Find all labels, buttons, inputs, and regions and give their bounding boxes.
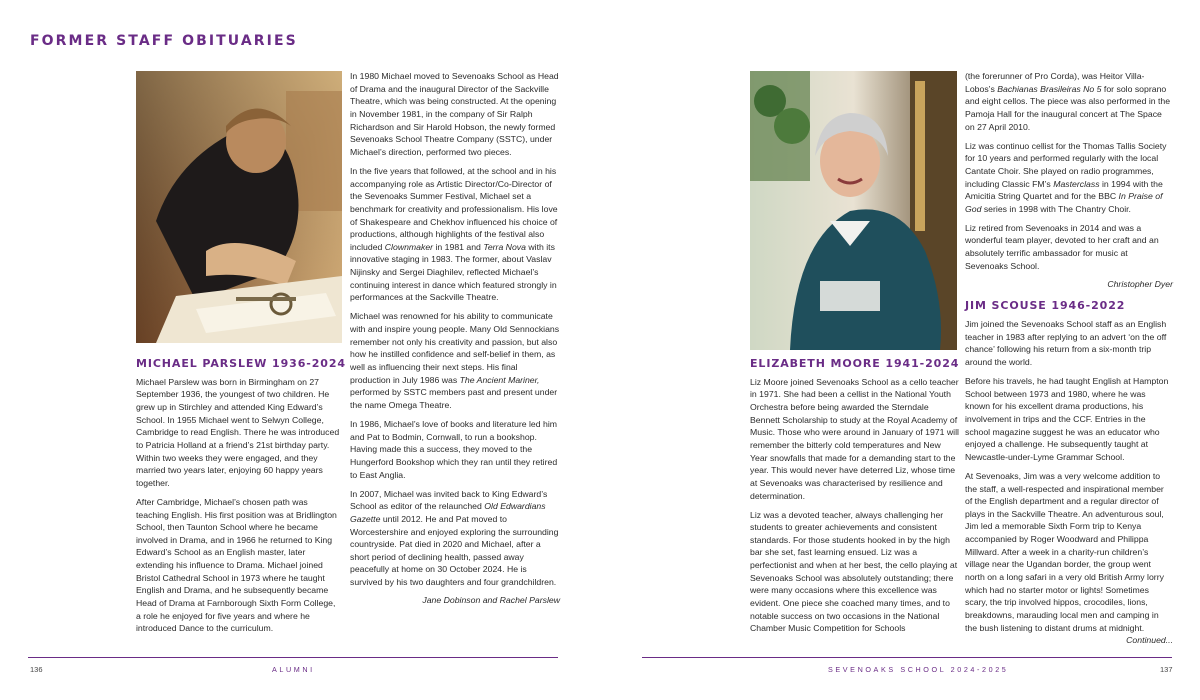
column-michael-left: [136, 357, 346, 641]
paragraph: In the five years that followed, at the school and in his accompanying role as Artistic Director/Co-Director of the Sevenoaks Summer Festival, Michael set a benchmark for creativity and professionalism. His love of Shakespeare and Chekhov influenced his choice of productions, although highlights of the festival also included Clownmaker in 1981 and Terra Nova with its innovative staging in 1983. The former, about Vaslav Nijinsky and Sergei Diaghilev, reflected Michael’s continuing interest in dance which featured strongly in performances at the Sackville Theatre.: [350, 165, 558, 303]
heading-michael-parslew: MICHAEL PARSLEW 1936-2024: [136, 357, 346, 370]
continued-note: Continued...: [1126, 635, 1173, 646]
section-title: FORMER STAFF OBITUARIES: [30, 33, 298, 49]
paragraph: In 2007, Michael was invited back to King Edward’s School as editor of the relaunched Old Edwardians Gazette until 2012. He and Pat moved to Worcestershire and enjoyed exploring the surrounding countryside. Pat died in 2020 and Michael, after a short period of declining health, passed away peacefully at home on 30 October 2024. He is survived by his two daughters and four grandchildren.: [350, 488, 559, 588]
paragraph: Liz retired from Sevenoaks in 2014 and was a wonderful team player, devoted to her craft and an absolutely terrific ambassador for music at Sevenoaks School.: [965, 222, 1159, 271]
footer-label-right: SEVENOAKS SCHOOL 2024-2025: [828, 665, 1009, 674]
paragraph: Liz was continuo cellist for the Thomas Tallis Society for 10 years and performed regularly with the local Cantate Choir. She played on radio programmes, including Classic FM’s Masterclass in 1994 with the Amicitia String Quartet and for the BBC In Praise of God series in 1998 with The Chantry Choir.: [965, 140, 1167, 214]
paragraph: Liz was a devoted teacher, always challenging her students to greater achievements and consistent standards. For those students hooked in by the high bar she set, fast learning ensued. Liz was a perfectionist and when at her best, the cello playing at Sevenoaks School was absolutely outstanding; there were many occasions where this excellence was evident. One piece she coached many times, and to notable success on two occasions in the National Chamber Music Competition for Schools: [750, 509, 958, 634]
photo-elizabeth-moore: [750, 71, 957, 350]
paragraph: (the forerunner of Pro Corda), was Heitor Villa-Lobos’s Bachianas Brasileiras No 5 for solo soprano and eight cellos. The piece was also performed in the Pamoja Hall for the inaugural concert at The Space on 27 April 2010.: [965, 71, 1171, 132]
paragraph: In 1980 Michael moved to Sevenoaks School as Head of Drama and the inaugural Director of the Sackville Theatre, which was being constructed. At the opening in November 1981, in the company of Sir Ralph Richardson and Sir Harold Hobson, the newly formed Sevenoaks School Theatre Company (SSTC), under Michael’s direction, performed two pieces.: [350, 71, 559, 157]
page-number-left: 136: [30, 665, 43, 674]
page-number-right: 137: [1160, 665, 1173, 674]
footer-rule-right: [642, 657, 1172, 658]
footer-rule-left: [28, 657, 558, 658]
photo-michael-parslew: [136, 71, 342, 343]
paragraph: In 1986, Michael’s love of books and literature led him and Pat to Bodmin, Cornwall, to run a bookshop. Having made this a success, they moved to the Hungerford Bookshop which they ran until they retired to East Anglia.: [350, 418, 558, 480]
paragraph: At Sevenoaks, Jim was a very welcome addition to the staff, a well-respected and inspirational member of the English department and a regular director of plays in the Sackville Theatre. An adventurous soul, Jim led a memorable Sixth Form trip to Kenya accompanied by Roger Woodward and Philippa Millward. After a week in a charity-run children’s village near the Ugandan border, the group went north on a long safari in a very old British Army lorry which had no starter motor or lights! Sometimes scary, the trip involved hippos, crocodiles, lions, breakdowns, marauding local men and camping in the bush listening to distant drums at midnight. Continued...: [965, 470, 1173, 646]
paragraph: Jim joined the Sevenoaks School staff as an English teacher in 1983 after replying to an advert ‘on the off chance’ following his return from a six-month trip around the world.: [965, 319, 1167, 368]
heading-elizabeth-moore: ELIZABETH MOORE 1941-2024: [750, 357, 960, 370]
signature-michael: Jane Dobinson and Rachel Parslew: [422, 595, 560, 606]
paragraph: Michael Parslew was born in Birmingham on 27 September 1936, the youngest of two children. He grew up in Stirchley and attended King Edward’s School. In 1955 Michael went to Selwyn College, Cambridge to read English. There he was introduced to Patricia Holland at a friend’s 21st birthday party. Within two weeks they were engaged, and they married two years later, enjoying 60 happy years together.: [136, 376, 340, 488]
paragraph: Michael was renowned for his ability to communicate with and inspire young people. Many Old Sennockians remember not only his creativity and passion, but also how he instilled confidence and self-belief in them, as well as influencing their next steps. His final production in July 1986 was The Ancient Mariner, performed by SSTC members past and present under the name Omega Theatre.: [350, 311, 560, 410]
footer-label-left: ALUMNI: [272, 665, 315, 674]
paragraph: Before his travels, he had taught English at Hampton School between 1973 and 1980, where he was known for his excellent drama productions, his involvement in trips and the CCF. Entries in the school magazine suggest he was an educator who enjoyed a challenge. He subsequently taught at Newcastle-under-Lyme Grammar School.: [965, 375, 1169, 462]
heading-jim-scouse: JIM SCOUSE 1946-2022: [965, 299, 1126, 313]
column-elizabeth-left: [750, 358, 960, 641]
column-michael-right: [350, 70, 560, 613]
paragraph: After Cambridge, Michael’s chosen path was teaching English. His first position was at Bridlington School, then Taunton School where he became involved in Drama, and in 1966 he returned to King Edward’s School as an English master, later extending his influence to Drama. Michael joined Bristol Cathedral School in 1973 where he taught English and Drama, and he subsequently became Head of Drama at Farnborough Sixth Form College, a role he enjoyed for five years and where he introduced Dance to the curriculum.: [136, 496, 337, 634]
signature-elizabeth: Christopher Dyer: [1107, 278, 1173, 289]
column-right: [965, 70, 1173, 647]
paragraph: Liz Moore joined Sevenoaks School as a cello teacher in 1971. She had been a cellist in the National Youth Orchestra before being awarded the Sterndale Bennett Scholarship to study at the Royal Academy of Music. Those who were around in January of 1971 will remember the bitterly cold temperatures and New Year snowfalls that made for a demanding start to the year. This would never have deterred Liz, whose time at Sevenoaks was characterised by resilience and determination.: [750, 376, 959, 501]
